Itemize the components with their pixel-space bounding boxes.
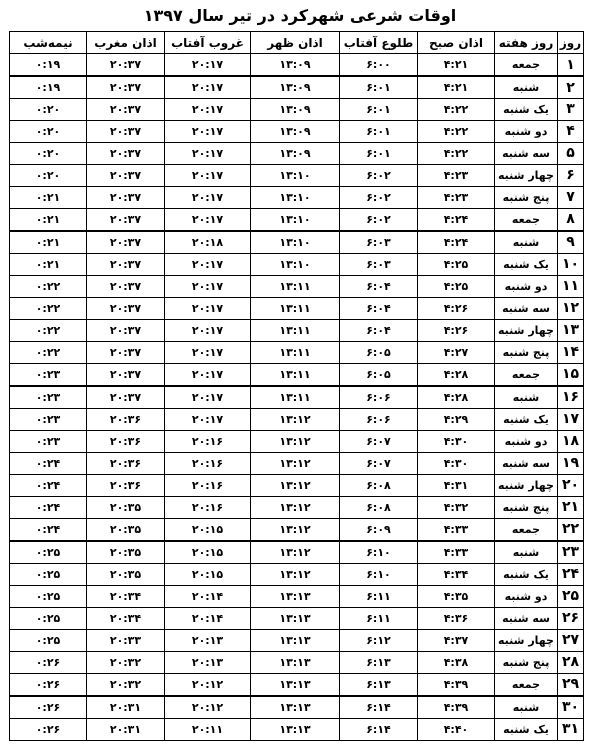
dhuhr-cell: ۱۳:۱۰ [251,164,340,186]
fajr-cell: ۴:۳۶ [418,607,495,629]
sunrise-cell: ۶:۱۲ [340,629,418,651]
midnight-cell: ۰:۲۵ [10,563,87,585]
sunrise-cell: ۶:۰۱ [340,120,418,142]
midnight-cell: ۰:۲۵ [10,607,87,629]
weekday-cell: شنبه [495,386,558,409]
sunrise-cell: ۶:۰۷ [340,430,418,452]
sunrise-cell: ۶:۰۵ [340,341,418,363]
sunrise-cell: ۶:۰۲ [340,186,418,208]
table-row [10,607,584,629]
table-row [10,651,584,673]
day-cell: ۳۱ [558,718,584,740]
fajr-cell: ۴:۲۹ [418,408,495,430]
sunset-cell: ۲۰:۱۷ [165,99,251,121]
day-cell: ۳۰ [558,696,584,719]
table-row [10,120,584,142]
sunset-cell: ۲۰:۱۴ [165,607,251,629]
sunrise-cell: ۶:۰۶ [340,386,418,409]
sunset-cell: ۲۰:۱۱ [165,718,251,740]
table-row [10,319,584,341]
day-cell: ۱ [558,54,584,77]
dhuhr-cell: ۱۳:۱۱ [251,297,340,319]
header-row [10,32,584,54]
maghrib-cell: ۲۰:۳۱ [87,696,165,719]
header-weekday: روز هفته [495,32,558,54]
sunrise-cell: ۶:۱۰ [340,541,418,564]
midnight-cell: ۰:۲۴ [10,496,87,518]
fajr-cell: ۴:۳۴ [418,563,495,585]
maghrib-cell: ۲۰:۳۵ [87,563,165,585]
sunset-cell: ۲۰:۱۶ [165,496,251,518]
table-row [10,76,584,99]
dhuhr-cell: ۱۳:۱۳ [251,585,340,607]
table-row [10,408,584,430]
dhuhr-cell: ۱۳:۱۳ [251,629,340,651]
sunset-cell: ۲۰:۱۷ [165,408,251,430]
weekday-cell: دو شنبه [495,275,558,297]
dhuhr-cell: ۱۳:۰۹ [251,76,340,99]
weekday-cell: یک شنبه [495,99,558,121]
dhuhr-cell: ۱۳:۱۱ [251,275,340,297]
sunset-cell: ۲۰:۱۲ [165,673,251,696]
weekday-cell: سه شنبه [495,142,558,164]
weekday-cell: شنبه [495,76,558,99]
header-maghrib: اذان مغرب [87,32,165,54]
table-row [10,585,584,607]
header-sunrise: طلوع آفتاب [340,32,418,54]
maghrib-cell: ۲۰:۳۱ [87,718,165,740]
weekday-cell: پنج شنبه [495,186,558,208]
fajr-cell: ۴:۲۲ [418,120,495,142]
midnight-cell: ۰:۲۶ [10,696,87,719]
weekday-cell: سه شنبه [495,452,558,474]
sunset-cell: ۲۰:۱۷ [165,76,251,99]
page-title: اوقات شرعی شهرکرد در تیر سال ۱۳۹۷ [143,6,457,25]
midnight-cell: ۰:۲۱ [10,186,87,208]
table-row [10,99,584,121]
sunset-cell: ۲۰:۱۷ [165,297,251,319]
weekday-cell: پنج شنبه [495,651,558,673]
table-row [10,275,584,297]
midnight-cell: ۰:۱۹ [10,54,87,77]
maghrib-cell: ۲۰:۳۷ [87,386,165,409]
maghrib-cell: ۲۰:۳۶ [87,474,165,496]
dhuhr-cell: ۱۳:۰۹ [251,142,340,164]
dhuhr-cell: ۱۳:۰۹ [251,54,340,77]
midnight-cell: ۰:۲۵ [10,629,87,651]
midnight-cell: ۰:۲۶ [10,651,87,673]
dhuhr-cell: ۱۳:۱۳ [251,673,340,696]
fajr-cell: ۴:۲۱ [418,76,495,99]
day-cell: ۲۵ [558,585,584,607]
sunset-cell: ۲۰:۱۷ [165,164,251,186]
day-cell: ۱۸ [558,430,584,452]
sunset-cell: ۲۰:۱۲ [165,696,251,719]
sunset-cell: ۲۰:۱۵ [165,518,251,541]
midnight-cell: ۰:۲۵ [10,541,87,564]
fajr-cell: ۴:۲۴ [418,208,495,231]
maghrib-cell: ۲۰:۳۶ [87,452,165,474]
sunset-cell: ۲۰:۱۷ [165,319,251,341]
table-row [10,363,584,386]
table-row [10,341,584,363]
day-cell: ۱۹ [558,452,584,474]
sunset-cell: ۲۰:۱۵ [165,563,251,585]
weekday-cell: شنبه [495,231,558,254]
dhuhr-cell: ۱۳:۱۰ [251,208,340,231]
maghrib-cell: ۲۰:۳۷ [87,297,165,319]
day-cell: ۲۴ [558,563,584,585]
sunset-cell: ۲۰:۱۷ [165,142,251,164]
sunrise-cell: ۶:۰۴ [340,319,418,341]
day-cell: ۱۵ [558,363,584,386]
weekday-cell: چهار شنبه [495,474,558,496]
header-sunset: غروب آفتاب [165,32,251,54]
table-row [10,208,584,231]
maghrib-cell: ۲۰:۳۶ [87,408,165,430]
midnight-cell: ۰:۱۹ [10,76,87,99]
midnight-cell: ۰:۲۱ [10,253,87,275]
fajr-cell: ۴:۲۳ [418,186,495,208]
table-row [10,452,584,474]
sunset-cell: ۲۰:۱۸ [165,231,251,254]
day-cell: ۷ [558,186,584,208]
fajr-cell: ۴:۲۶ [418,319,495,341]
midnight-cell: ۰:۲۰ [10,142,87,164]
maghrib-cell: ۲۰:۳۷ [87,99,165,121]
sunrise-cell: ۶:۱۴ [340,718,418,740]
sunrise-cell: ۶:۰۰ [340,54,418,77]
day-cell: ۲۳ [558,541,584,564]
fajr-cell: ۴:۲۲ [418,99,495,121]
maghrib-cell: ۲۰:۳۵ [87,518,165,541]
fajr-cell: ۴:۲۸ [418,386,495,409]
dhuhr-cell: ۱۳:۱۱ [251,363,340,386]
table-row [10,164,584,186]
maghrib-cell: ۲۰:۳۴ [87,585,165,607]
dhuhr-cell: ۱۳:۱۳ [251,718,340,740]
sunset-cell: ۲۰:۱۷ [165,186,251,208]
day-cell: ۶ [558,164,584,186]
midnight-cell: ۰:۲۳ [10,408,87,430]
midnight-cell: ۰:۲۴ [10,518,87,541]
dhuhr-cell: ۱۳:۰۹ [251,99,340,121]
weekday-cell: شنبه [495,696,558,719]
sunrise-cell: ۶:۰۶ [340,408,418,430]
day-cell: ۲۲ [558,518,584,541]
sunrise-cell: ۶:۰۱ [340,76,418,99]
maghrib-cell: ۲۰:۳۷ [87,54,165,77]
table-row [10,253,584,275]
sunset-cell: ۲۰:۱۷ [165,275,251,297]
day-cell: ۱۴ [558,341,584,363]
day-cell: ۱۳ [558,319,584,341]
day-cell: ۲۱ [558,496,584,518]
day-cell: ۲۰ [558,474,584,496]
sunset-cell: ۲۰:۱۶ [165,474,251,496]
midnight-cell: ۰:۲۰ [10,99,87,121]
midnight-cell: ۰:۲۰ [10,164,87,186]
sunrise-cell: ۶:۱۱ [340,607,418,629]
table-row [10,231,584,254]
day-cell: ۱۶ [558,386,584,409]
sunrise-cell: ۶:۰۹ [340,518,418,541]
dhuhr-cell: ۱۳:۱۲ [251,541,340,564]
maghrib-cell: ۲۰:۳۷ [87,275,165,297]
table-row [10,496,584,518]
dhuhr-cell: ۱۳:۱۱ [251,319,340,341]
weekday-cell: سه شنبه [495,297,558,319]
day-cell: ۲۹ [558,673,584,696]
day-cell: ۱۱ [558,275,584,297]
weekday-cell: جمعه [495,54,558,77]
fajr-cell: ۴:۳۳ [418,518,495,541]
midnight-cell: ۰:۲۲ [10,297,87,319]
table-row [10,142,584,164]
weekday-cell: دو شنبه [495,585,558,607]
fajr-cell: ۴:۲۱ [418,54,495,77]
weekday-cell: شنبه [495,541,558,564]
weekday-cell: دو شنبه [495,120,558,142]
maghrib-cell: ۲۰:۳۲ [87,673,165,696]
dhuhr-cell: ۱۳:۱۱ [251,386,340,409]
midnight-cell: ۰:۲۱ [10,208,87,231]
sunrise-cell: ۶:۰۸ [340,496,418,518]
fajr-cell: ۴:۲۵ [418,275,495,297]
header-midnight: نیمه‌شب [10,32,87,54]
day-cell: ۱۰ [558,253,584,275]
midnight-cell: ۰:۲۴ [10,474,87,496]
sunset-cell: ۲۰:۱۳ [165,651,251,673]
weekday-cell: دو شنبه [495,430,558,452]
weekday-cell: جمعه [495,673,558,696]
fajr-cell: ۴:۳۸ [418,651,495,673]
dhuhr-cell: ۱۳:۱۰ [251,253,340,275]
sunset-cell: ۲۰:۱۴ [165,585,251,607]
maghrib-cell: ۲۰:۳۷ [87,120,165,142]
weekday-cell: چهار شنبه [495,164,558,186]
midnight-cell: ۰:۲۶ [10,718,87,740]
table-row [10,186,584,208]
sunset-cell: ۲۰:۱۷ [165,363,251,386]
midnight-cell: ۰:۲۱ [10,231,87,254]
table-row [10,541,584,564]
day-cell: ۵ [558,142,584,164]
sunset-cell: ۲۰:۱۷ [165,120,251,142]
sunset-cell: ۲۰:۱۶ [165,430,251,452]
sunrise-cell: ۶:۱۰ [340,563,418,585]
day-cell: ۴ [558,120,584,142]
fajr-cell: ۴:۲۷ [418,341,495,363]
maghrib-cell: ۲۰:۳۵ [87,496,165,518]
maghrib-cell: ۲۰:۳۷ [87,208,165,231]
day-cell: ۱۲ [558,297,584,319]
day-cell: ۲ [558,76,584,99]
sunset-cell: ۲۰:۱۷ [165,341,251,363]
midnight-cell: ۰:۲۰ [10,120,87,142]
table-row [10,629,584,651]
dhuhr-cell: ۱۳:۱۲ [251,430,340,452]
sunrise-cell: ۶:۰۲ [340,208,418,231]
prayer-times-table [9,31,584,741]
midnight-cell: ۰:۲۳ [10,430,87,452]
midnight-cell: ۰:۲۲ [10,275,87,297]
sunrise-cell: ۶:۱۳ [340,673,418,696]
maghrib-cell: ۲۰:۳۷ [87,76,165,99]
table-row [10,474,584,496]
sunrise-cell: ۶:۰۳ [340,253,418,275]
header-fajr: اذان صبح [418,32,495,54]
maghrib-cell: ۲۰:۳۷ [87,341,165,363]
midnight-cell: ۰:۲۴ [10,452,87,474]
fajr-cell: ۴:۲۵ [418,253,495,275]
weekday-cell: یک شنبه [495,253,558,275]
weekday-cell: سه شنبه [495,607,558,629]
header-dhuhr: اذان ظهر [251,32,340,54]
sunset-cell: ۲۰:۱۶ [165,452,251,474]
fajr-cell: ۴:۳۲ [418,496,495,518]
dhuhr-cell: ۱۳:۱۳ [251,607,340,629]
dhuhr-cell: ۱۳:۱۰ [251,231,340,254]
maghrib-cell: ۲۰:۳۳ [87,629,165,651]
midnight-cell: ۰:۲۲ [10,341,87,363]
sunrise-cell: ۶:۱۱ [340,585,418,607]
fajr-cell: ۴:۳۷ [418,629,495,651]
dhuhr-cell: ۱۳:۱۲ [251,474,340,496]
fajr-cell: ۴:۲۲ [418,142,495,164]
maghrib-cell: ۲۰:۳۲ [87,651,165,673]
table-row [10,430,584,452]
weekday-cell: یک شنبه [495,718,558,740]
weekday-cell: چهار شنبه [495,319,558,341]
sunrise-cell: ۶:۰۳ [340,231,418,254]
day-cell: ۹ [558,231,584,254]
fajr-cell: ۴:۳۹ [418,696,495,719]
table-row [10,673,584,696]
midnight-cell: ۰:۲۵ [10,585,87,607]
fajr-cell: ۴:۲۴ [418,231,495,254]
table-row [10,54,584,77]
sunrise-cell: ۶:۰۸ [340,474,418,496]
dhuhr-cell: ۱۳:۰۹ [251,120,340,142]
maghrib-cell: ۲۰:۳۷ [87,231,165,254]
maghrib-cell: ۲۰:۳۷ [87,363,165,386]
dhuhr-cell: ۱۳:۱۰ [251,186,340,208]
fajr-cell: ۴:۲۳ [418,164,495,186]
sunrise-cell: ۶:۰۷ [340,452,418,474]
fajr-cell: ۴:۲۸ [418,363,495,386]
maghrib-cell: ۲۰:۳۷ [87,253,165,275]
sunrise-cell: ۶:۰۴ [340,297,418,319]
sunrise-cell: ۶:۱۳ [340,651,418,673]
table-row [10,297,584,319]
midnight-cell: ۰:۲۳ [10,363,87,386]
day-cell: ۸ [558,208,584,231]
table-row [10,518,584,541]
fajr-cell: ۴:۳۰ [418,430,495,452]
day-cell: ۲۷ [558,629,584,651]
maghrib-cell: ۲۰:۳۷ [87,186,165,208]
table-row [10,718,584,740]
sunset-cell: ۲۰:۱۳ [165,629,251,651]
header-day: روز [558,32,584,54]
table-row [10,563,584,585]
fajr-cell: ۴:۳۹ [418,673,495,696]
dhuhr-cell: ۱۳:۱۳ [251,696,340,719]
fajr-cell: ۴:۴۰ [418,718,495,740]
weekday-cell: پنج شنبه [495,496,558,518]
weekday-cell: جمعه [495,208,558,231]
dhuhr-cell: ۱۳:۱۲ [251,518,340,541]
weekday-cell: جمعه [495,363,558,386]
sunset-cell: ۲۰:۱۷ [165,386,251,409]
sunrise-cell: ۶:۰۴ [340,275,418,297]
weekday-cell: یک شنبه [495,408,558,430]
fajr-cell: ۴:۳۱ [418,474,495,496]
day-cell: ۲۸ [558,651,584,673]
maghrib-cell: ۲۰:۳۶ [87,430,165,452]
table-row [10,386,584,409]
fajr-cell: ۴:۲۶ [418,297,495,319]
dhuhr-cell: ۱۳:۱۱ [251,341,340,363]
sunset-cell: ۲۰:۱۷ [165,54,251,77]
midnight-cell: ۰:۲۳ [10,386,87,409]
day-cell: ۳ [558,99,584,121]
maghrib-cell: ۲۰:۳۵ [87,541,165,564]
sunrise-cell: ۶:۰۵ [340,363,418,386]
sunset-cell: ۲۰:۱۷ [165,253,251,275]
midnight-cell: ۰:۲۶ [10,673,87,696]
sunset-cell: ۲۰:۱۵ [165,541,251,564]
sunrise-cell: ۶:۰۲ [340,164,418,186]
weekday-cell: پنج شنبه [495,341,558,363]
sunrise-cell: ۶:۰۱ [340,142,418,164]
weekday-cell: جمعه [495,518,558,541]
dhuhr-cell: ۱۳:۱۲ [251,408,340,430]
day-cell: ۲۶ [558,607,584,629]
maghrib-cell: ۲۰:۳۴ [87,607,165,629]
maghrib-cell: ۲۰:۳۷ [87,142,165,164]
weekday-cell: یک شنبه [495,563,558,585]
fajr-cell: ۴:۳۵ [418,585,495,607]
weekday-cell: چهار شنبه [495,629,558,651]
maghrib-cell: ۲۰:۳۷ [87,164,165,186]
midnight-cell: ۰:۲۲ [10,319,87,341]
maghrib-cell: ۲۰:۳۷ [87,319,165,341]
fajr-cell: ۴:۳۳ [418,541,495,564]
sunset-cell: ۲۰:۱۷ [165,208,251,231]
table-body [10,54,584,741]
dhuhr-cell: ۱۳:۱۲ [251,563,340,585]
dhuhr-cell: ۱۳:۱۳ [251,651,340,673]
table-row [10,696,584,719]
sunrise-cell: ۶:۱۴ [340,696,418,719]
dhuhr-cell: ۱۳:۱۲ [251,496,340,518]
day-cell: ۱۷ [558,408,584,430]
sunrise-cell: ۶:۰۱ [340,99,418,121]
fajr-cell: ۴:۳۰ [418,452,495,474]
dhuhr-cell: ۱۳:۱۲ [251,452,340,474]
